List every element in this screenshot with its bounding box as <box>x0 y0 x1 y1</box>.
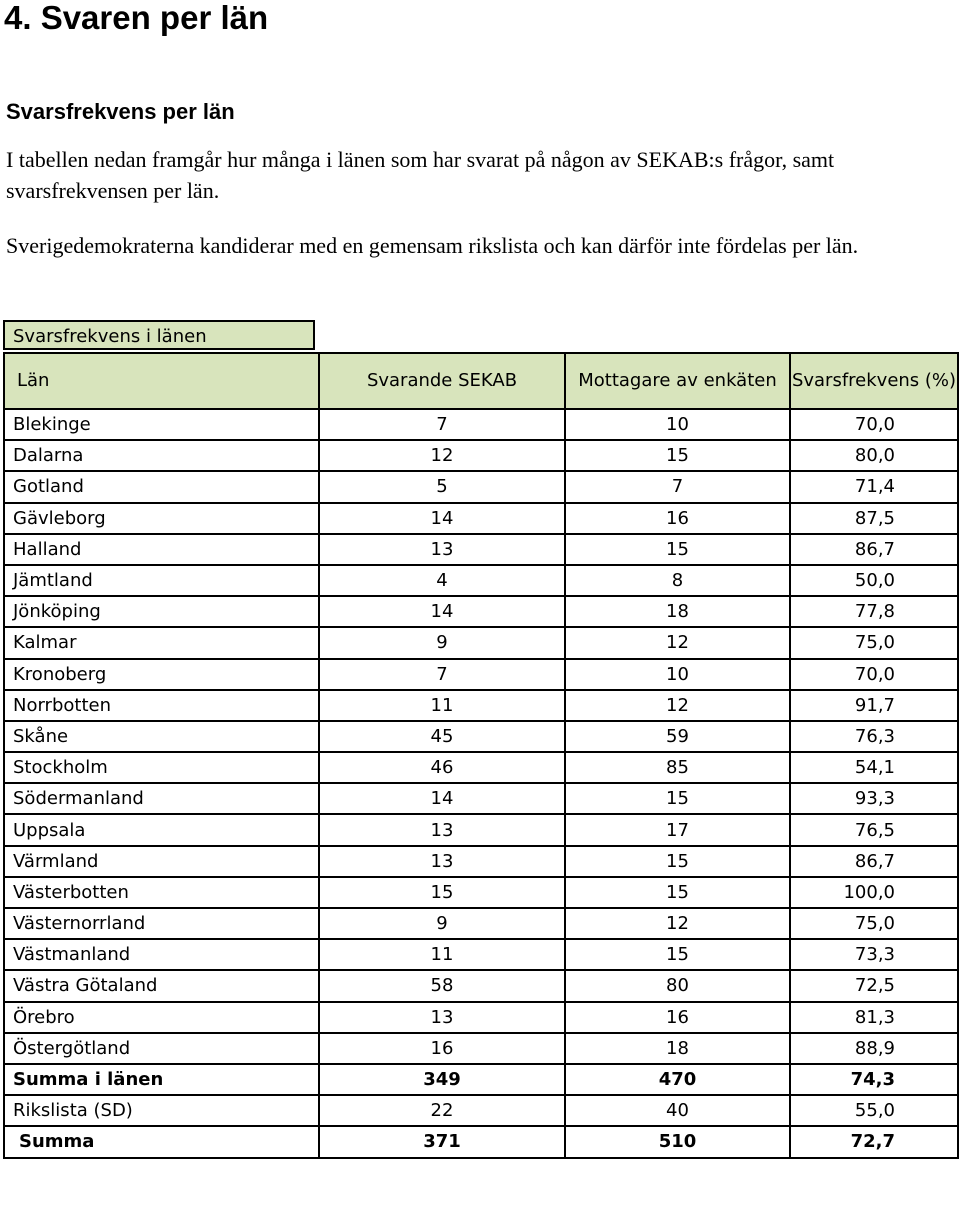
cell-mottagare: 16 <box>565 1002 790 1033</box>
cell-frekvens: 75,0 <box>790 908 958 939</box>
column-header-lan: Län <box>4 353 319 409</box>
cell-frekvens: 86,7 <box>790 534 958 565</box>
cell-mottagare: 17 <box>565 814 790 845</box>
table-row <box>4 503 958 534</box>
table-row <box>4 877 958 908</box>
table-row <box>4 471 958 502</box>
cell-frekvens: 54,1 <box>790 752 958 783</box>
cell-frekvens: 88,9 <box>790 1033 958 1064</box>
cell-frekvens: 70,0 <box>790 659 958 690</box>
cell-lan: Kronoberg <box>4 659 319 690</box>
cell-mottagare: 10 <box>565 659 790 690</box>
cell-lan: Blekinge <box>4 409 319 440</box>
cell-svarande: 11 <box>319 690 565 721</box>
cell-lan: Värmland <box>4 846 319 877</box>
column-header-frekvens: Svarsfrekvens (%) <box>790 353 958 409</box>
note-paragraph: Sverigedemokraterna kandiderar med en gemensam rikslista och kan därför inte fördelas per län. <box>6 233 859 258</box>
table-row <box>4 565 958 596</box>
cell-svarande: 45 <box>319 721 565 752</box>
cell-lan: Skåne <box>4 721 319 752</box>
cell-svarande: 13 <box>319 846 565 877</box>
cell-mottagare: 18 <box>565 596 790 627</box>
cell-frekvens: 100,0 <box>790 877 958 908</box>
cell-lan: Summa <box>4 1126 319 1157</box>
cell-svarande: 13 <box>319 534 565 565</box>
cell-mottagare: 80 <box>565 970 790 1001</box>
cell-svarande: 13 <box>319 814 565 845</box>
cell-svarande: 46 <box>319 752 565 783</box>
cell-svarande: 14 <box>319 783 565 814</box>
cell-lan: Gotland <box>4 471 319 502</box>
cell-svarande: 13 <box>319 1002 565 1033</box>
cell-lan: Uppsala <box>4 814 319 845</box>
cell-frekvens: 75,0 <box>790 627 958 658</box>
table-header-row <box>4 353 958 409</box>
cell-lan: Stockholm <box>4 752 319 783</box>
cell-mottagare: 15 <box>565 534 790 565</box>
cell-lan: Västmanland <box>4 939 319 970</box>
cell-svarande: 4 <box>319 565 565 596</box>
cell-frekvens: 86,7 <box>790 846 958 877</box>
table-row <box>4 1002 958 1033</box>
table-row <box>4 627 958 658</box>
cell-frekvens: 70,0 <box>790 409 958 440</box>
table-row <box>4 752 958 783</box>
page-heading: 4. Svaren per län <box>4 0 269 36</box>
cell-lan: Jönköping <box>4 596 319 627</box>
cell-mottagare: 470 <box>565 1064 790 1095</box>
cell-lan: Västernorrland <box>4 908 319 939</box>
cell-svarande: 7 <box>319 659 565 690</box>
cell-mottagare: 10 <box>565 409 790 440</box>
cell-frekvens: 87,5 <box>790 503 958 534</box>
cell-svarande: 58 <box>319 970 565 1001</box>
table-row <box>4 970 958 1001</box>
cell-svarande: 349 <box>319 1064 565 1095</box>
table-row <box>4 534 958 565</box>
cell-mottagare: 15 <box>565 877 790 908</box>
column-header-mottagare: Mottagare av enkäten <box>565 353 790 409</box>
cell-lan: Rikslista (SD) <box>4 1095 319 1126</box>
cell-svarande: 14 <box>319 503 565 534</box>
cell-svarande: 5 <box>319 471 565 502</box>
cell-frekvens: 55,0 <box>790 1095 958 1126</box>
cell-lan: Norrbotten <box>4 690 319 721</box>
cell-lan: Kalmar <box>4 627 319 658</box>
cell-svarande: 12 <box>319 440 565 471</box>
cell-lan: Örebro <box>4 1002 319 1033</box>
cell-mottagare: 15 <box>565 440 790 471</box>
table-subtotal-row <box>4 1064 958 1095</box>
cell-mottagare: 12 <box>565 627 790 658</box>
cell-lan: Halland <box>4 534 319 565</box>
cell-frekvens: 80,0 <box>790 440 958 471</box>
table-title: Svarsfrekvens i länen <box>3 320 315 350</box>
cell-mottagare: 510 <box>565 1126 790 1157</box>
cell-frekvens: 73,3 <box>790 939 958 970</box>
cell-svarande: 14 <box>319 596 565 627</box>
cell-mottagare: 8 <box>565 565 790 596</box>
cell-frekvens: 74,3 <box>790 1064 958 1095</box>
cell-frekvens: 77,8 <box>790 596 958 627</box>
cell-mottagare: 16 <box>565 503 790 534</box>
cell-mottagare: 15 <box>565 783 790 814</box>
cell-svarande: 9 <box>319 908 565 939</box>
response-rate-table <box>3 352 959 1159</box>
cell-mottagare: 15 <box>565 846 790 877</box>
table-row <box>4 659 958 690</box>
cell-lan: Gävleborg <box>4 503 319 534</box>
cell-mottagare: 15 <box>565 939 790 970</box>
cell-frekvens: 76,5 <box>790 814 958 845</box>
table-row <box>4 596 958 627</box>
cell-lan: Summa i länen <box>4 1064 319 1095</box>
cell-lan: Jämtland <box>4 565 319 596</box>
cell-mottagare: 12 <box>565 690 790 721</box>
cell-svarande: 7 <box>319 409 565 440</box>
table-row <box>4 1033 958 1064</box>
table-total-row <box>4 1126 958 1157</box>
cell-mottagare: 85 <box>565 752 790 783</box>
table-row <box>4 939 958 970</box>
cell-frekvens: 91,7 <box>790 690 958 721</box>
cell-lan: Östergötland <box>4 1033 319 1064</box>
table-row <box>4 908 958 939</box>
column-header-svarande: Svarande SEKAB <box>319 353 565 409</box>
table-row <box>4 846 958 877</box>
cell-svarande: 11 <box>319 939 565 970</box>
cell-svarande: 371 <box>319 1126 565 1157</box>
cell-mottagare: 40 <box>565 1095 790 1126</box>
cell-mottagare: 7 <box>565 471 790 502</box>
cell-frekvens: 93,3 <box>790 783 958 814</box>
table-row <box>4 814 958 845</box>
cell-frekvens: 71,4 <box>790 471 958 502</box>
cell-svarande: 22 <box>319 1095 565 1126</box>
cell-mottagare: 18 <box>565 1033 790 1064</box>
cell-mottagare: 12 <box>565 908 790 939</box>
table-row <box>4 440 958 471</box>
cell-frekvens: 72,5 <box>790 970 958 1001</box>
table-row <box>4 783 958 814</box>
table-row <box>4 1095 958 1126</box>
cell-frekvens: 50,0 <box>790 565 958 596</box>
cell-frekvens: 81,3 <box>790 1002 958 1033</box>
cell-lan: Dalarna <box>4 440 319 471</box>
cell-lan: Västerbotten <box>4 877 319 908</box>
cell-frekvens: 72,7 <box>790 1126 958 1157</box>
table-row <box>4 721 958 752</box>
cell-svarande: 15 <box>319 877 565 908</box>
cell-mottagare: 59 <box>565 721 790 752</box>
table-body <box>4 353 958 1158</box>
table-row <box>4 409 958 440</box>
table-row <box>4 690 958 721</box>
cell-svarande: 16 <box>319 1033 565 1064</box>
cell-lan: Västra Götaland <box>4 970 319 1001</box>
cell-svarande: 9 <box>319 627 565 658</box>
cell-frekvens: 76,3 <box>790 721 958 752</box>
cell-lan: Södermanland <box>4 783 319 814</box>
intro-paragraph: I tabellen nedan framgår hur många i länen som har svarat på någon av SEKAB:s frågor, samt svarsfrekvensen per län. <box>6 147 835 203</box>
section-heading: Svarsfrekvens per län <box>6 99 235 124</box>
